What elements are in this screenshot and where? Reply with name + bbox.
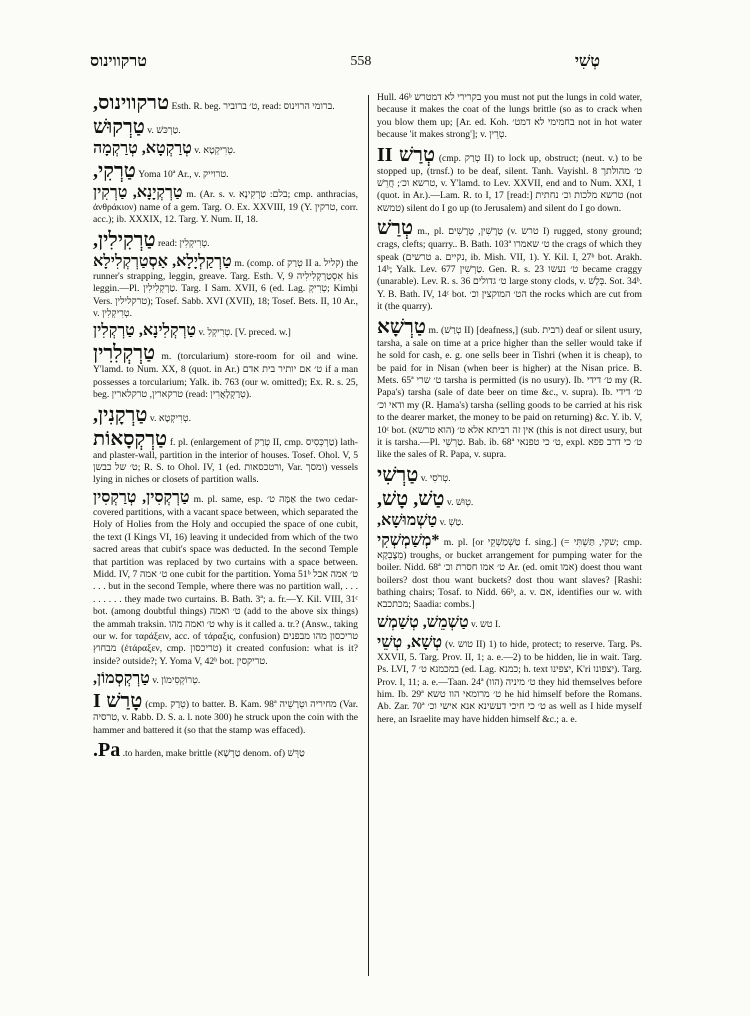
entry-definition: Esth. R. beg. ט׳ ברוביר, read: ברומי הרוינוס. — [171, 101, 335, 112]
dictionary-entry — [93, 184, 358, 227]
entry-definition: Hull. 46ᵇ בקרירי לא דמטרש you must not put the lungs in cold water, because it makes the coat of the lungs brittle (so as to crack when you blow them up; [Ar. ed. Koh. בחמימי לא דמט׳ not in hot water because 'it makes strong']; v. טְרֵין. — [377, 92, 643, 141]
entry-definition: v. טְרִיקְטָא. — [194, 145, 236, 156]
entry-definition: Yoma 10ª Ar., v. טרוייק. — [138, 169, 229, 180]
entry-definition: טַרֵּשׁ (denom. of טַרְשָׁא) to harden, make brittle. — [122, 747, 305, 759]
dictionary-entry — [93, 690, 358, 737]
dictionary-entry — [377, 144, 642, 216]
entry-headword: טַרְקוּשׁ — [93, 116, 145, 138]
entry-definition: m. (טְרַשׁ II) [deafness,] (sub. רבית) deaf or silent usury, tarsha, a sale on time at a price higher than the seller would take if he sold for cash, e. g. one sells beer in Tishri (when it is cheap), to be paid for in Nisan (when beer is higher) at the Nisan price. B. Mets. 65ª ט׳ שרי tarsha is permitted (is no usury). Ib. ט׳ דידי my (R. Papa's) tarsha (sale of date beer on time &c., v. supra). Ib. ט׳ דידי ודאי וכ׳ my (R. Ḥama's) tarsha (selling goods to be carried at his risk to the dearer market, the money to be paid on returning) &c. Y. ib. V, 10ᶜ bot. (הוא טרשא) אין זה רביתא אלא ט׳ (this is not direct usury, but it is tarsha.—Pl. טַרְשֵׁי. Bab. ib. 68ª ט׳ כי טפנאי, expl. ט׳ כי דרב פפא like the sales of R. Papa, v. supra. — [377, 324, 643, 461]
entry-definition: v. טְרִיקְטָא. — [149, 412, 191, 424]
entry-definition: v. טש I. — [471, 618, 501, 630]
dictionary-entry — [93, 739, 358, 761]
entry-headword: טַשְׁמֵשׁ, טְשַׁמְשׁ — [377, 613, 469, 631]
dictionary-entry — [93, 489, 358, 668]
entry-headword: טָרַשׁ I — [93, 690, 143, 713]
entry-definition: m. (comp. of טְרַק II a. קליל) the runner's strapping, leggin, greave. Targ. Esth. V, 9 אִסְטַרְקְלִילִיה his leggin.—Pl. טַרְקְלִילִין. Targ. I Sam. XVII, 6 (ed. Lag. טְרִיקְ; Kimḥi Vers. טרקלילין); Tosef. Sabb. XVI (XVII), 18; Tosef. Bets. II, 10 Ar., v. טְרִיקְלִין. — [93, 257, 358, 320]
entry-definition: f. pl. (enlargement of טְרַק II, cmp. טַרְכְּסִיס) lath- and plaster-wall, partition in the interior of houses. Tosef. Ohol. V, 5 ט׳ של כבשן; R. S. to Ohol. IV, 1 (ed. ורטכסאות, Var. ומסך) vessels lying in niches or closets of partition walls. — [93, 436, 359, 486]
entry-headword: טַרְקְלִינָא, טַרְקְלִין — [93, 322, 197, 340]
entry-definition: m. (Ar. s. v. בלם: טַרְקִינָא; cmp. anthracias, ἀνθράκιον) name of a gem. Targ. O. Ex. XXVIII, 19 (Y. טרקין, corr. acc.); ib. XXXIX, 12. Targ. Y. Num. II, 18. — [93, 189, 358, 226]
dictionary-entry — [377, 532, 642, 612]
entry-definition: (cmp. טְרַק II) to lock up, obstruct; (neut. v.) to be stopped up, (trnsf.) to be deaf, silent. Tanh. Vayishl. 8 ט׳ מהולתך טרשא וכ׳; חֲרֵשׁ, v. Y'lamd. to Lev. XXVII, end and to Num. XXI, 1 (quot. in Ar.).—Lam. R. to I, 17 [read:] טרשא מלכות וכ׳ נחתית (not טמשא) silent do I go up (to Jerusalem) and silent do I go down. — [377, 152, 643, 214]
entry-headword: טַרְקִי, — [93, 160, 136, 182]
dictionary-entry — [93, 229, 358, 251]
header-left-headword: טרקווינוס — [90, 53, 147, 70]
entry-headword: טְרַקְטָא, טְרַקְמָה — [93, 140, 192, 157]
entry-headword: *מְשַׁמְשְׁקִי — [377, 531, 440, 549]
entry-headword: טְרַשׁ — [377, 217, 414, 240]
dictionary-entry — [93, 322, 358, 340]
dictionary-entry — [93, 404, 358, 426]
dictionary-entry — [93, 92, 358, 114]
dictionary-entry — [377, 614, 642, 632]
entry-definition: v. טַרְכּשׁ. — [147, 125, 181, 136]
header-right-headword: טְשִׁי — [574, 53, 600, 70]
dictionary-entry — [377, 316, 642, 462]
entry-headword: טַשׁ, טָשׁ, — [377, 487, 445, 510]
entry-headword: טַרְקִילִין, — [93, 228, 156, 251]
entry-definition: m. (torcularium) store-room for oil and wine. Y'lamd. to Num. XX, 8 (quot. in Ar.) ט׳ אם יותיר בית אדם if a man possesses a torcularium; Yalk. ib. 763 (our w. omitted); Ex. R. s. 25, beg. טרקארין, טרקלארין (read: טְרַקְלָאֲרִין). — [93, 351, 358, 401]
entry-definition: m., pl. טְרָשִׁין, טְרָשִׁים (v. טרש I) rugged, stony ground; crags, clefts; quarry.. B. Bath. 103ª ט׳ שאמרו the crags of which they speak (טרשים a. נקיים, ib. Mish. VII, 1). Y. Kil. I, 27ᵇ bot. Arakh. 14ᵇ; Yalk. Lev. 677 טַרְשִׁין. Gen. R. s. 23 ט׳ נעשו became craggy (unarable). Lev. R. s. 36 ט׳ גדולים large stony clods, v. בְּלָשׁ. Sot. 34ᵇ. Y. B. Bath. IV, 14ᶜ bot. הט׳ המוקצין וכ׳ the rocks which are cut from it (the quarry). — [377, 226, 642, 313]
dictionary-entry — [377, 92, 642, 142]
page-header — [90, 50, 600, 74]
entry-definition: v. טְוּשׁ. — [446, 496, 474, 508]
dictionary-entry — [377, 217, 642, 313]
entry-headword: טַרְקְסְמוֹן, — [93, 670, 150, 688]
entry-headword: טַרְקְסָאוֹת — [93, 427, 168, 450]
entry-definition: v. טְרֹסִי. — [420, 472, 451, 484]
entry-headword: טַרְקְסִין, טְרַקְסִין — [93, 488, 190, 506]
entry-headword: טרקווינוס, — [93, 92, 170, 114]
left-column — [93, 92, 358, 763]
dictionary-entry — [93, 342, 358, 401]
dictionary-entry — [93, 160, 358, 182]
dictionary-entry — [93, 116, 358, 138]
dictionary-entry — [93, 428, 358, 487]
dictionary-entry — [377, 512, 642, 530]
dictionary-entry — [93, 253, 358, 321]
entry-headword: טַרְשִׁי — [377, 463, 419, 486]
right-column — [377, 92, 642, 728]
column-divider — [368, 95, 369, 976]
dictionary-entry — [377, 488, 642, 510]
entry-headword: טַרְקְלִרִין — [93, 342, 156, 365]
dictionary-entry — [93, 140, 358, 158]
entry-headword: טַרְקַלְיָלָא, אַסְטַרְקְלִילָא — [93, 252, 232, 270]
entry-definition: m. pl. [or טַשְׁמַשְׁקֵי f. sing.] (= שקי, תַּשְׁתִּי; cmp. מֵצֶבְקָא) troughs, or bucket arrangement for pumping water for the boiler. Nidd. 68ª ט׳ אמו חסרת וכ׳ Ar. (ed. omit אמו) doest thou want boilers? dost thou want buckets? dost thou want slaves? [Rashi: bathing chairs; Tosaf. to Nidd. 66ᵇ, a. v. אם, identifies our w. with מכתכבא; Saadia: combs.] — [377, 536, 642, 611]
entry-definition: v. טְרִיקְלִ. [V. preced. w.] — [198, 327, 291, 339]
entry-definition: m. pl. same, esp. אַמָּה ט׳ the two cedar-covered partitions, with a vacant space between, which separated the Holy of Holies from the Holy and occupied the space of one cubit, the text (I Kings VI, 16) leaving it undecided from which of the two sacred areas that cubit's space was deducted. In the second Temple that partition was replaced by two curtains with a space between. Midd. IV, 7 ט׳ אמה one cubit for the partition. Yoma 51ᵇ ט׳ אמה אבל . . . but in the second Temple, where there was no partition wall, . . . . . . . . . they made two curtains. B. Bath. 3ª; a. fr.—Y. Kil. VIII, 31ᶜ bot. (among doubtful things) ט׳ ואמה (add to the above six things) the ammah traksin. ט׳ ואמה מהו why is it called a. tr.? (Answ., taking our w. for ταράξειν, acc. of τάραξις, confusion) טריכסון מהו מבפנים מבחוץ (ἐτάραξεν, cmp. טריכסון) it created confusion: what is it? inside? outside?; Y. Yoma V, 42ᵇ bot. טריקסין. — [93, 493, 359, 667]
entry-headword: טַרְקְיָנָא, טַרְקִין — [93, 184, 183, 201]
entry-definition: read: טְרִיקְלִין. — [157, 237, 210, 249]
entry-headword: טַשְׁמוּשָׁא, — [377, 511, 438, 529]
entry-headword: טְשָׁא, טְשֵׁי — [377, 633, 443, 651]
entry-definition: v. טְרוֹקְסִימוֹן. — [152, 675, 201, 687]
dictionary-entry — [377, 634, 642, 726]
page-number: 558 — [350, 54, 372, 69]
entry-headword: טַרְשָׁא — [377, 315, 426, 338]
entry-definition: (cmp. טְרַק) to batter. B. Kam. 98ª מחיריה וטְרָשֵׁיה (Var. טרסיה, v. Rabb. D. S. a. l. note 300) he struck upon the coin with the hammer and battered it (so that the stamp was effaced). — [93, 699, 358, 736]
entry-headword: טְרַשׁ II — [377, 143, 436, 166]
entry-definition: v. טַשְׁ. — [439, 516, 464, 528]
dictionary-entry — [377, 464, 642, 486]
entry-definition: (v. טוש II) 1) to hide, protect; to reserve. Targ. Ps. XXVII, 5. Targ. Prov. II, 1; a. e.—2) to be hidden, lie in wait. Targ. Ps. LVI, 7 במכמנא ט׳ (ed. Lag. כמנא; h. text יצפינו, K'ri יצפונו). Targ. Prov. I, 11; a. e.—Taan. 24ª ט׳ מיניה (הוו) they hid themselves before him. Ib. 29ª ט׳ מרומאי הוו טשא he hid himself before the Romans. Ab. Zar. 70ª ט׳ כי חיכי דעשינא אנא אישי וכ׳ as well as I hide myself here, an Israelite may have hidden himself &c.; a. e. — [377, 638, 642, 725]
dictionary-entry — [93, 670, 358, 688]
entry-headword: טַרְקָנִין, — [93, 403, 148, 426]
entry-headword: Pa. — [93, 738, 121, 761]
